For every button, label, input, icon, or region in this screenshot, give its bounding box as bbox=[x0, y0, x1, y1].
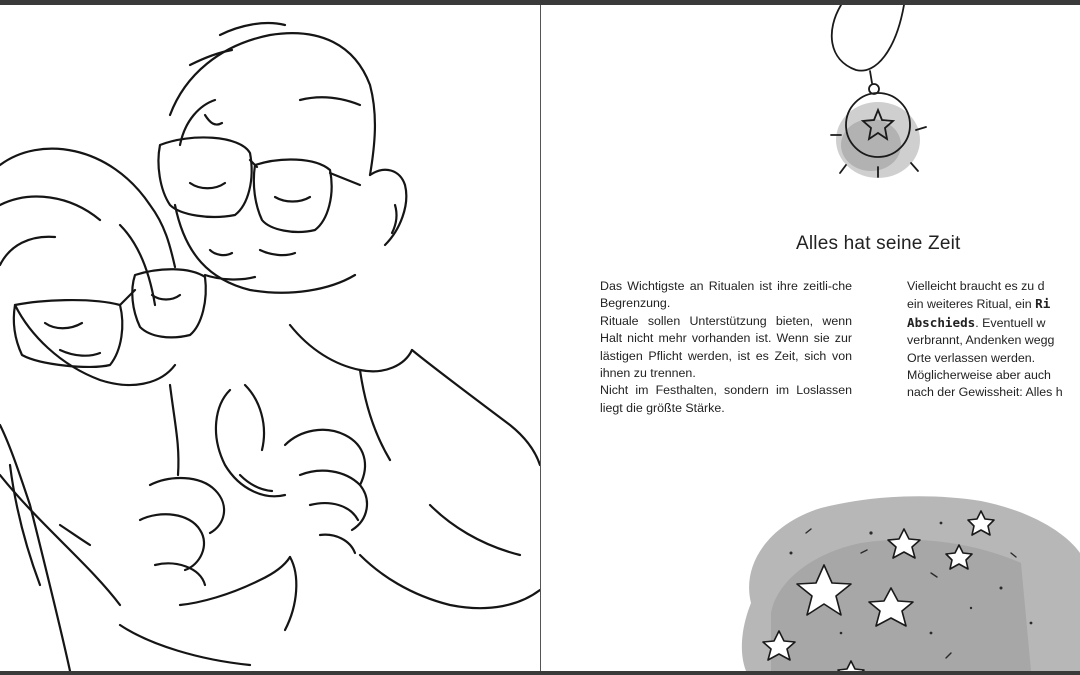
text-fragment: ein weiteres Ritual, ein bbox=[907, 297, 1036, 312]
couple-heart-hands-illustration bbox=[0, 5, 540, 671]
text-fragment: . Eventuell w bbox=[975, 315, 1046, 330]
star-medal-illustration bbox=[816, 5, 936, 190]
text-line: Orte verlassen werden. bbox=[907, 350, 1036, 365]
left-page bbox=[0, 5, 540, 671]
paragraph-3: Nicht im Festhalten, sondern im Loslassen liegt die größte Stärke. bbox=[600, 383, 852, 415]
text-line bbox=[907, 295, 1080, 313]
text-line: Vielleicht braucht es zu d bbox=[907, 279, 1045, 293]
page-title: Alles hat seine Zeit bbox=[796, 232, 961, 254]
right-page bbox=[541, 5, 1080, 671]
paragraph-2: Rituale sollen Unterstützung bieten, wenn Halt nicht mehr vorhanden ist. Wenn sie zur lästigen Pflicht werden, ist es Zeit, sich von ihnen zu trennen. bbox=[600, 313, 852, 381]
book-spread bbox=[0, 5, 1080, 671]
bottom-frame-bar bbox=[0, 671, 1080, 675]
text-line: Möglicherweise aber auch bbox=[907, 368, 1051, 383]
text-line: nach der Gewissheit: Alles h bbox=[907, 385, 1063, 400]
starry-sky-illustration bbox=[731, 493, 1080, 671]
handwritten-word: Ri bbox=[1035, 296, 1051, 312]
text-column-left bbox=[600, 278, 852, 417]
handwritten-word: Abschieds bbox=[907, 314, 976, 330]
text-column-right bbox=[907, 278, 1080, 402]
text-line bbox=[907, 314, 1080, 332]
paragraph-1: Das Wichtigste an Ritualen ist ihre zeitli-che Begrenzung. bbox=[600, 279, 852, 311]
text-line: verbrannt, Andenken wegg bbox=[907, 333, 1055, 348]
